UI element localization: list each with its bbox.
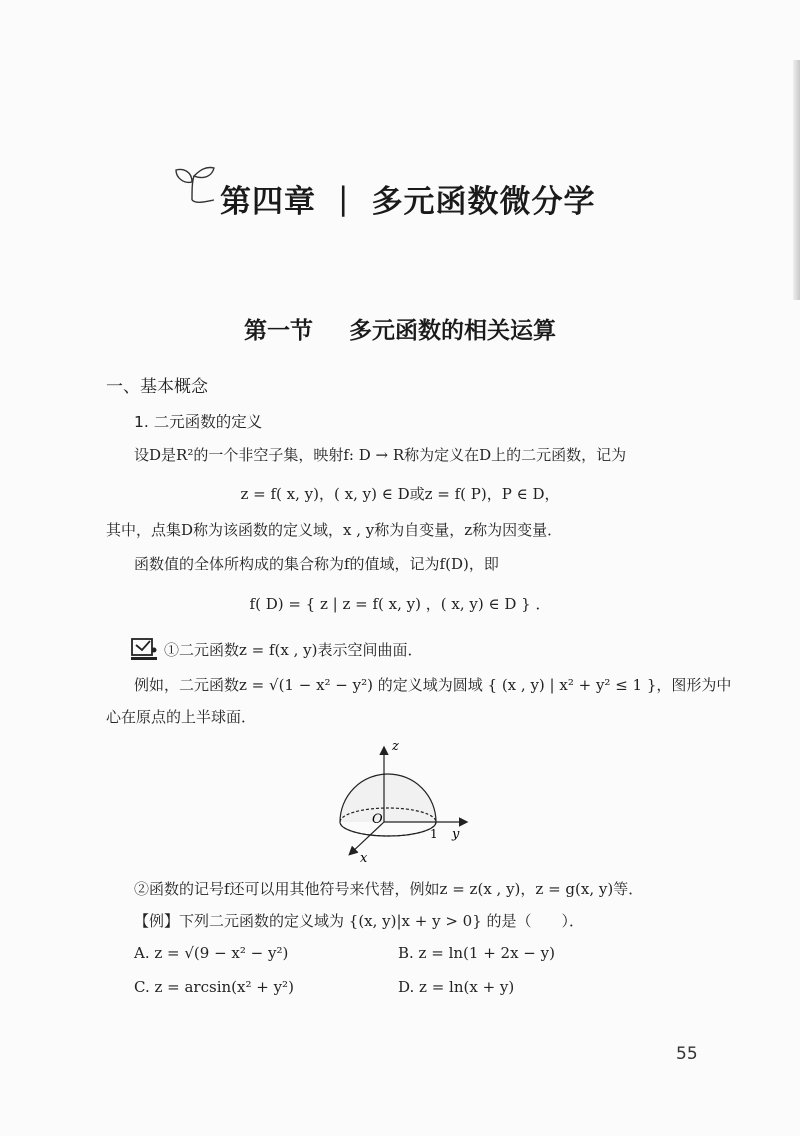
heading-basic-concepts: 一、基本概念 — [106, 377, 208, 397]
note-icon — [130, 636, 160, 662]
chapter-name: 多元函数微分学 — [371, 184, 596, 220]
chapter-prefix: 第四章 — [220, 184, 316, 220]
option-c: C. z = arcsin(x² + y²) — [134, 978, 294, 996]
chapter-separator: | — [338, 180, 350, 217]
paragraph-definition: 设D是R²的一个非空子集，映射f: D → R称为定义在D上的二元函数，记为 — [134, 446, 627, 464]
section-name: 多元函数的相关运算 — [349, 318, 556, 344]
section-title — [0, 312, 800, 345]
option-d: D. z = ln(x + y) — [398, 978, 515, 996]
paragraph-domain: 其中，点集D称为该函数的定义域，x , y称为自变量，z称为因变量． — [106, 521, 563, 539]
note-example-line1: 例如，二元函数z = √(1 − x² − y²) 的定义域为圆域 { (x , y) | x² + y² ≤ 1 }，图形为中 — [134, 676, 732, 694]
note-example-line2: 心在原点的上半球面． — [106, 708, 257, 726]
hemisphere-dome — [340, 774, 436, 822]
option-a: A. z = √(9 − x² − y²) — [134, 944, 289, 962]
chapter-title — [176, 176, 595, 221]
formula-function: z = f( x, y)，( x, y) ∈ D或z = f( P)，P ∈ D， — [240, 485, 560, 503]
page-edge-shadow — [793, 60, 800, 300]
unit-label: 1 — [430, 827, 438, 841]
note-surface: ①二元函数z = f(x , y)表示空间曲面． — [164, 641, 423, 659]
y-label: y — [452, 827, 460, 842]
example-question: 【例】下列二元函数的定义域为 {(x, y)|x + y > 0} 的是（ ）． — [134, 912, 585, 930]
page-number: 55 — [676, 1044, 698, 1064]
heading-definition: 1. 二元函数的定义 — [134, 413, 263, 431]
hemisphere-figure — [320, 740, 480, 870]
option-b: B. z = ln(1 + 2x − y) — [398, 944, 555, 962]
formula-range: f( D) = { z | z = f( x, y) ，( x, y) ∈ D } ． — [249, 595, 551, 613]
paragraph-range: 函数值的全体所构成的集合称为f的值域，记为f(D)，即 — [134, 555, 499, 573]
z-label: z — [392, 740, 399, 754]
section-number: 第一节 — [243, 318, 313, 344]
origin-label: O — [372, 812, 383, 827]
hemisphere-base-front — [340, 822, 436, 836]
x-label: x — [360, 851, 368, 866]
note-notation: ②函数的记号f还可以用其他符号来代替，例如z = z(x , y)，z = g(x, y)等． — [134, 880, 644, 898]
